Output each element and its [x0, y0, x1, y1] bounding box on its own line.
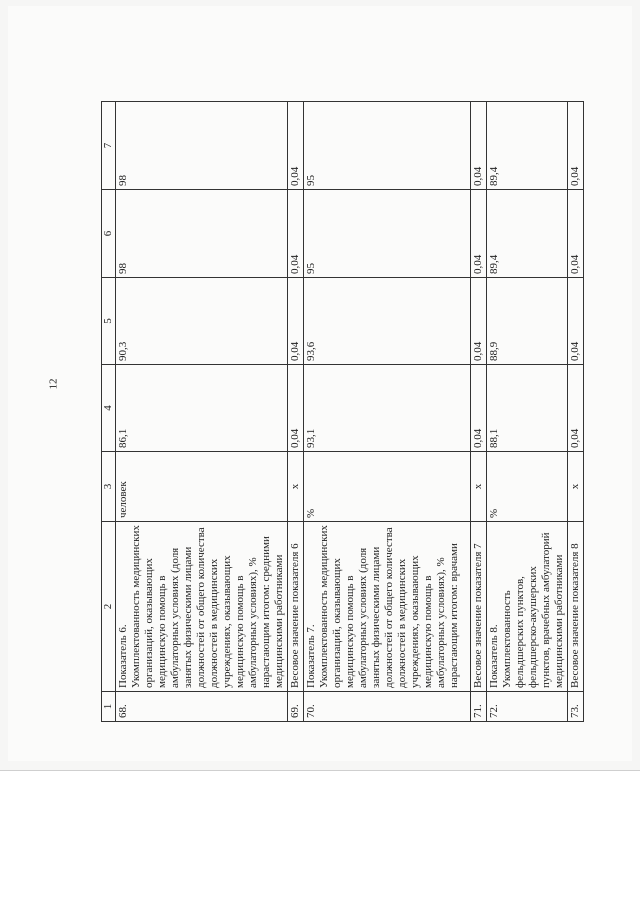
value-cell: 93,1 [304, 365, 471, 452]
table-row [487, 102, 568, 722]
indicator-name: Весовое значение показателя 7 [471, 522, 487, 692]
value-cell: 0,04 [471, 278, 487, 365]
value-cell: 0,04 [568, 102, 584, 190]
value-cell: 0,04 [568, 190, 584, 278]
page-number: 12 [47, 378, 60, 390]
value-cell: 0,04 [471, 102, 487, 190]
value-cell: 90,3 [116, 278, 288, 365]
value-cell: 89,4 [487, 190, 568, 278]
unit-cell: х [568, 452, 584, 522]
header-cell: 3 [102, 452, 116, 522]
unit-cell: х [471, 452, 487, 522]
value-cell: 0,04 [288, 278, 304, 365]
value-cell: 0,04 [288, 365, 304, 452]
row-number: 72. [487, 692, 568, 722]
value-cell: 0,04 [568, 278, 584, 365]
indicator-name: Показатель 7. Укомплектованность медицинских организаций, оказывающих медицинскую помощь в амбулаторных условиях (доля занятых физическими лицами должностей от общего количества должностей в медицинских учреждениях, оказывающих медицинскую помощь в амбулаторных условиях), % нарастающим итогом: врачами [304, 522, 471, 692]
header-cell: 1 [102, 692, 116, 722]
value-cell: 98 [116, 102, 288, 190]
row-number: 68. [116, 692, 288, 722]
rotated-table-container [101, 102, 581, 722]
indicator-name: Показатель 8. Укомплектованность фельдшерских пунктов, фельдшерско-акушерских пунктов, врачебных амбулаторий медицинскими работниками [487, 522, 568, 692]
value-cell: 86,1 [116, 365, 288, 452]
value-cell: 95 [304, 190, 471, 278]
value-cell: 95 [304, 102, 471, 190]
unit-cell: человек [116, 452, 288, 522]
indicators-table [101, 101, 584, 722]
header-cell: 7 [102, 102, 116, 190]
header-cell: 2 [102, 522, 116, 692]
indicator-name: Весовое значение показателя 8 [568, 522, 584, 692]
header-cell: 5 [102, 278, 116, 365]
row-number: 70. [304, 692, 471, 722]
value-cell: 89,4 [487, 102, 568, 190]
row-number: 71. [471, 692, 487, 722]
value-cell: 0,04 [288, 190, 304, 278]
table-row [304, 102, 471, 722]
value-cell: 88,1 [487, 365, 568, 452]
row-number: 69. [288, 692, 304, 722]
unit-cell: % [304, 452, 471, 522]
value-cell: 0,04 [471, 190, 487, 278]
unit-cell: х [288, 452, 304, 522]
indicator-name: Показатель 6. Укомплектованность медицинских организаций, оказывающих медицинскую помощь в амбулаторных условиях (доля занятых физическими лицами должностей от общего количества должностей в медицинских учреждениях, оказывающих медицинскую помощь в амбулаторных условиях), % нарастающим итогом: средними медицинскими работниками [116, 522, 288, 692]
table-header-row [102, 102, 116, 722]
value-cell: 88,9 [487, 278, 568, 365]
value-cell: 0,04 [288, 102, 304, 190]
indicator-name: Весовое значение показателя 6 [288, 522, 304, 692]
value-cell: 0,04 [471, 365, 487, 452]
header-cell: 4 [102, 365, 116, 452]
value-cell: 98 [116, 190, 288, 278]
value-cell: 93,6 [304, 278, 471, 365]
table-row [471, 102, 487, 722]
row-number: 73. [568, 692, 584, 722]
value-cell: 0,04 [568, 365, 584, 452]
unit-cell: % [487, 452, 568, 522]
table-row [116, 102, 288, 722]
table-row [568, 102, 584, 722]
table-row [288, 102, 304, 722]
header-cell: 6 [102, 190, 116, 278]
